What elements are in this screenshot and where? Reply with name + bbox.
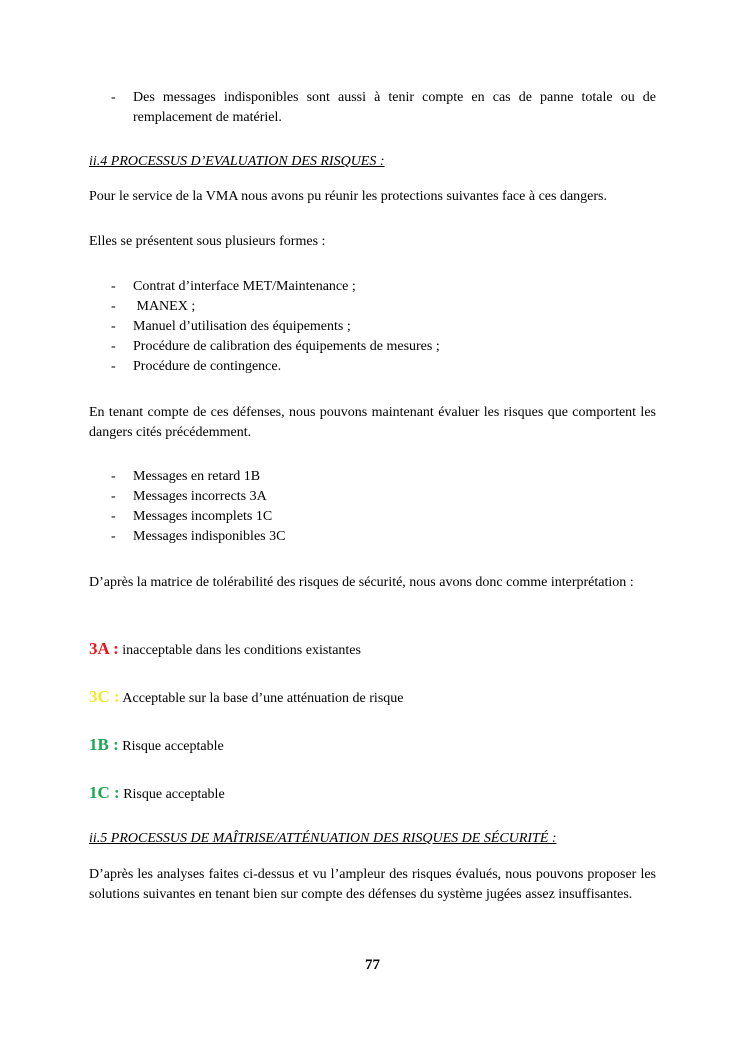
bullet-dash: - [111, 469, 116, 484]
section-heading-ii4: ii.4 PROCESSUS D’EVALUATION DES RISQUES : [89, 154, 385, 169]
risk-rating-3a [89, 638, 656, 662]
bullet-dash: - [111, 529, 116, 544]
messages-list [89, 467, 656, 547]
list-item-text: Procédure de calibration des équipements de mesures ; [133, 339, 440, 354]
list-item [89, 507, 656, 527]
intro-bullet-text: Des messages indisponibles sont aussi à tenir compte en cas de panne totale ou de remplacement de matériel. [133, 90, 656, 125]
list-item-text: Messages incorrects 3A [133, 489, 267, 504]
list-item-text: Messages en retard 1B [133, 469, 261, 484]
paragraph: En tenant compte de ces défenses, nous pouvons maintenant évaluer les risques que comportent les dangers cités précédemment. [89, 405, 656, 440]
risk-description: inacceptable dans les conditions existantes [118, 643, 361, 658]
paragraph: D’après les analyses faites ci-dessus et vu l’ampleur des risques évalués, nous pouvons proposer les solutions suivantes en tenant bien sur compte des défenses du système jugées assez insuffisantes. [89, 867, 656, 902]
bullet-dash: - [111, 509, 116, 524]
risk-code: 3C : [89, 687, 120, 706]
list-item-text: MANEX ; [133, 299, 196, 314]
list-item [89, 277, 656, 297]
bullet-dash: - [111, 339, 116, 354]
bullet-dash: - [111, 359, 116, 374]
list-item [89, 527, 656, 547]
risk-description: Risque acceptable [119, 787, 225, 802]
paragraph: Pour le service de la VMA nous avons pu réunir les protections suivantes face à ces dangers. [89, 189, 607, 204]
list-item [89, 88, 656, 128]
risk-code: 1C : [89, 783, 120, 802]
risk-rating-1b [89, 734, 656, 758]
bullet-dash: - [111, 319, 116, 334]
paragraph: Elles se présentent sous plusieurs formes : [89, 234, 326, 249]
list-item-text: Contrat d’interface MET/Maintenance ; [133, 279, 356, 294]
list-item [89, 487, 656, 507]
list-item [89, 337, 656, 357]
risk-description: Acceptable sur la base d’une atténuation de risque [119, 691, 404, 706]
intro-bullet-list [89, 88, 656, 128]
risk-code: 1B : [89, 735, 119, 754]
page-number: 77 [365, 957, 380, 973]
bullet-dash: - [111, 279, 116, 294]
risk-rating-1c [89, 782, 656, 806]
list-item [89, 467, 656, 487]
risk-rating-3c [89, 686, 656, 710]
bullet-dash: - [111, 489, 116, 504]
list-item [89, 357, 656, 377]
list-item-text: Manuel d’utilisation des équipements ; [133, 319, 351, 334]
risk-code: 3A : [89, 639, 119, 658]
list-item-text: Messages indisponibles 3C [133, 529, 286, 544]
paragraph: D’après la matrice de tolérabilité des risques de sécurité, nous avons donc comme interprétation : [89, 575, 634, 590]
list-item-text: Procédure de contingence. [133, 359, 282, 374]
risk-description: Risque acceptable [118, 739, 224, 754]
section-heading-ii5: ii.5 PROCESSUS DE MAÎTRISE/ATTÉNUATION DES RISQUES DE SÉCURITÉ : [89, 831, 557, 846]
bullet-dash: - [111, 299, 116, 314]
defenses-list [89, 277, 656, 377]
list-item-text: Messages incomplets 1C [133, 509, 273, 524]
bullet-dash: - [111, 90, 116, 105]
list-item [89, 317, 656, 337]
list-item [89, 297, 656, 317]
